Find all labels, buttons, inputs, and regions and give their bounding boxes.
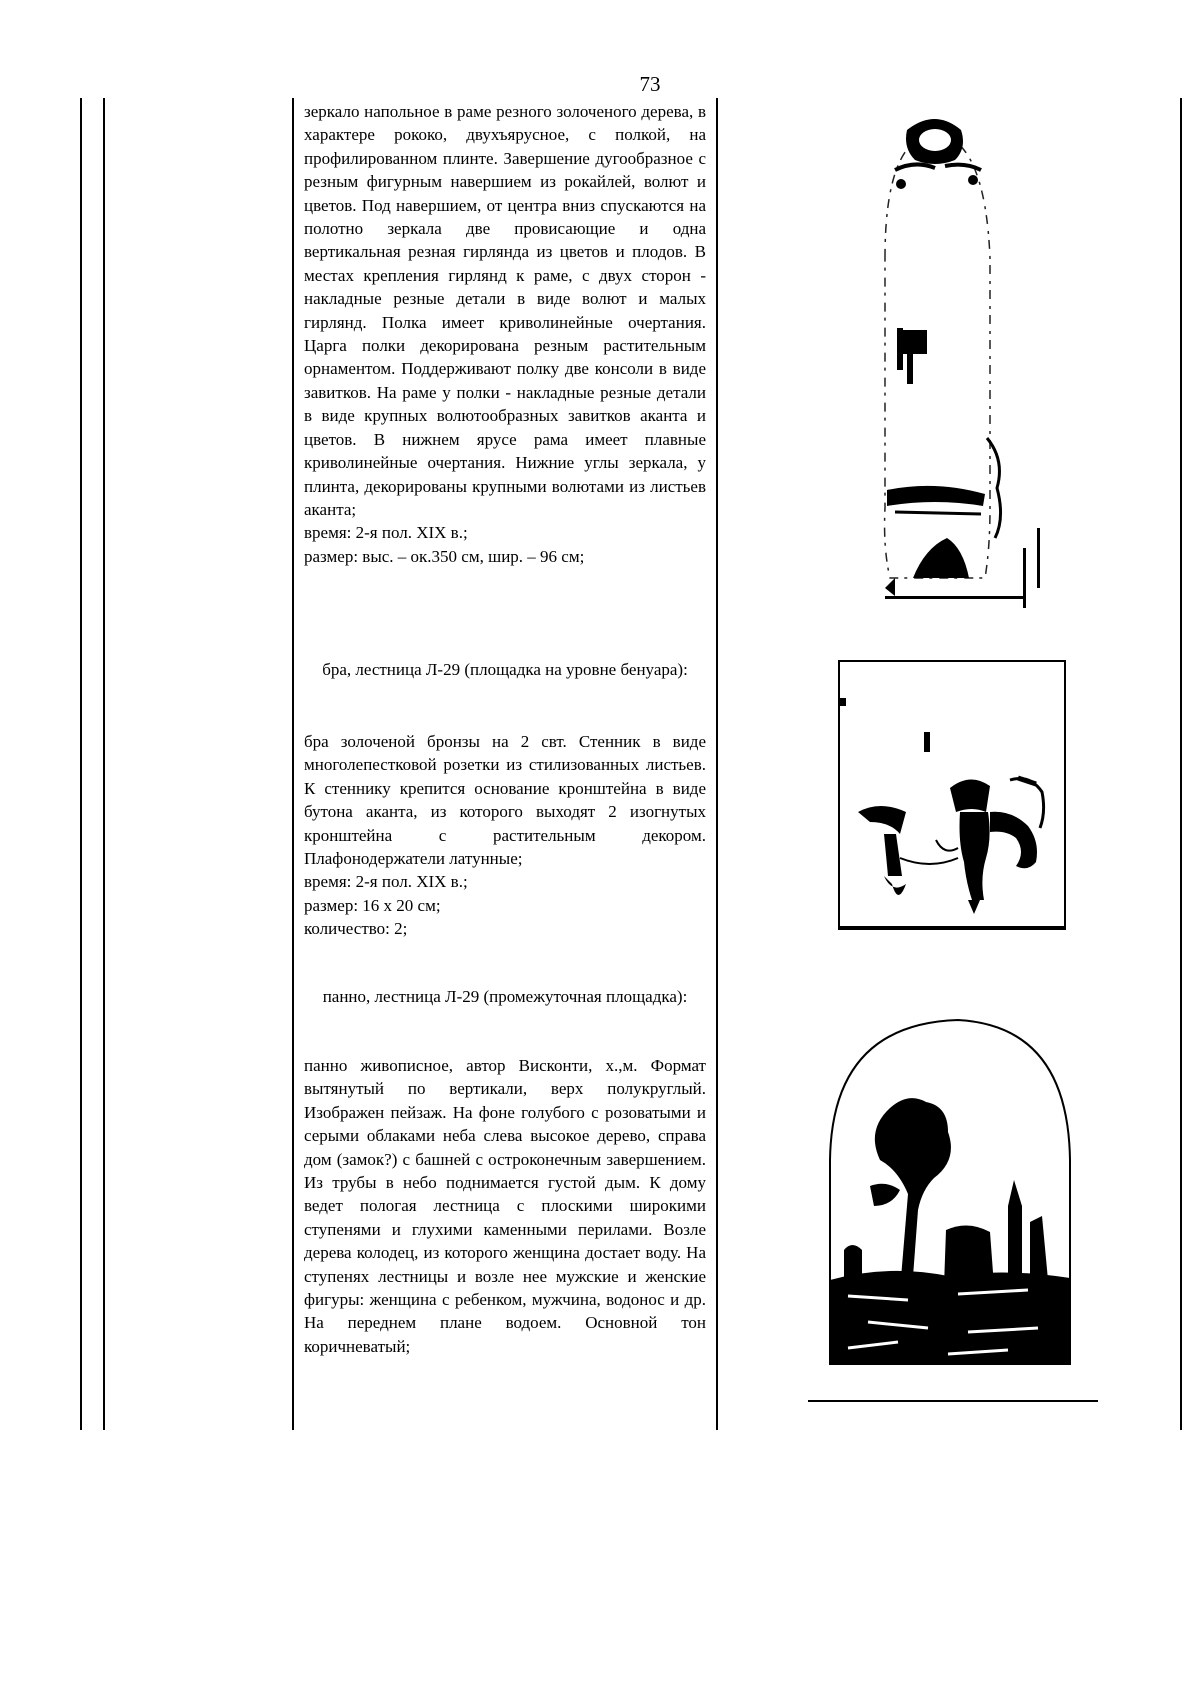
panel-photo xyxy=(808,1010,1098,1406)
page-number: 73 xyxy=(639,72,661,96)
sconce-heading: бра, лестница Л-29 (площадка на уровне бенуара): xyxy=(322,660,688,679)
table-border-left-inner xyxy=(103,98,105,1430)
column-divider-text-right xyxy=(716,98,718,1430)
panel-heading: панно, лестница Л-29 (промежуточная площадка): xyxy=(322,987,688,1006)
sconce-entry xyxy=(304,730,706,941)
sconce-count: количество: 2; xyxy=(304,919,408,939)
mirror-size: размер: выс. – ок.350 см, шир. – 96 см; xyxy=(304,546,585,566)
panel-entry xyxy=(304,1054,706,1358)
panel-description: панно живописное, автор Висконти, х.,м. Формат вытянутый по вертикали, верх полукруглый. Изображен пейзаж. На фоне голубого с розоватыми и серыми облаками неба слева высокое дерево, справа дом (замок?) с башней с остроконечным завершением. Из трубы в небо поднимается густой дым. К дому ведет пологая лестница с плоскими широкими ступенями и глухими каменными перилами. Возле дерева колодец, из которого женщина достает воду. На ступенях лестницы и возле нее мужские и женские фигуры: женщина с ребенком, мужчина, водонос и др. На переднем плане водоем. Основной тон коричневатый; xyxy=(304,1056,706,1356)
table-border-right xyxy=(1180,98,1182,1430)
sconce-time: время: 2-я пол. XIX в.; xyxy=(304,872,468,892)
mirror-description: зеркало напольное в раме резного золоченого дерева, в характере рококо, двухъярусное, с полкой, на профилированном плинте. Завершение дугообразное с резным фигурным навершием из рокайлей, волют и цветов. Под навершием, от центра вниз спускаются на полотно зеркала две провисающие и одна вертикальная резная гирлянда из цветов и плодов. В местах крепления гирлянд к раме, с двух сторон - накладные резные детали в виде волют и малых гирлянд. Полка имеет криволинейные очертания. Царга полки декорирована резным растительным орнаментом. Поддерживают полку две консоли в виде завитков. На раме у полки - накладные резные детали в виде крупных волютообразных завитков аканта и цветов. В нижнем ярусе рама имеет плавные криволинейные очертания. Нижние углы зеркала, у плинта, декорированы крупными волютами из листьев аканта; xyxy=(304,102,706,519)
sconce-description: бра золоченой бронзы на 2 свт. Стенник в виде многолепестковой розетки из стилизованных листьев. К стеннику крепится основание кронштейна в виде бутона аканта, из которого выходят 2 изогнутых кронштейна с растительным декором. Плафонодержатели латунные; xyxy=(304,732,706,869)
table-border-left-outer xyxy=(80,98,82,1430)
sconce-size: размер: 16 х 20 см; xyxy=(304,895,441,915)
mirror-entry xyxy=(304,100,706,568)
mirror-time: время: 2-я пол. XIX в.; xyxy=(304,523,468,543)
mirror-photo xyxy=(855,108,1055,618)
column-divider-text-left xyxy=(292,98,294,1430)
sconce-photo xyxy=(838,660,1066,930)
